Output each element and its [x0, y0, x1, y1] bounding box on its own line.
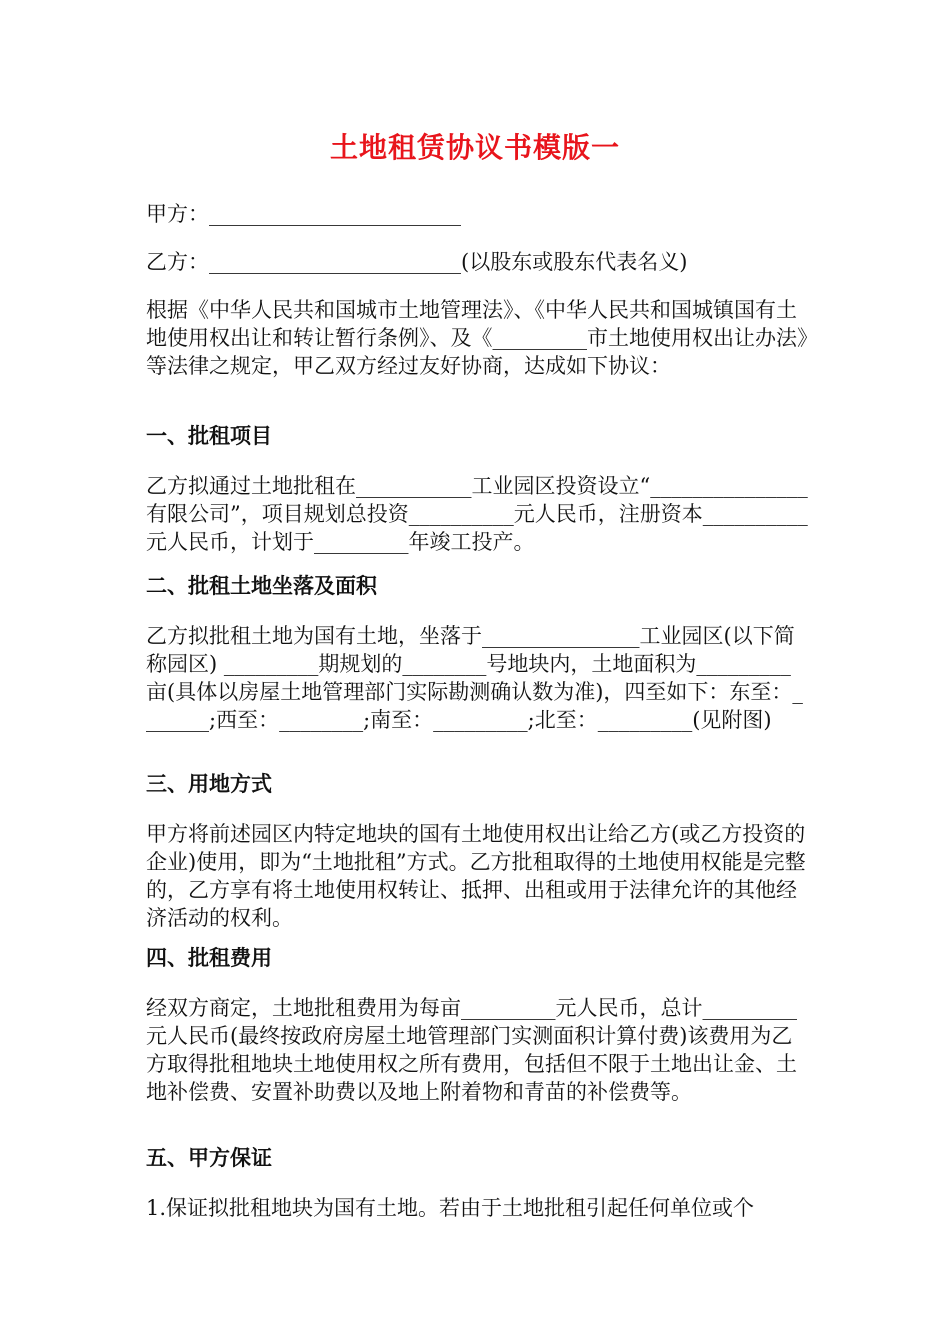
section-body-3: 甲方将前述园区内特定地块的国有土地使用权出让给乙方(或乙方投资的企业)使用，即为“土地批租”方式。乙方批租取得的土地使用权能是完整的，乙方享有将土地使用权转让、抵押、出租或用于法律允许的其他经济活动的权利。 [146, 822, 806, 930]
party-b-line: 乙方：________________________(以股东或股东代表名义) [146, 250, 688, 274]
section-body-5: 1.保证拟批租地块为国有土地。若由于土地批租引起任何单位或个 [146, 1196, 755, 1220]
document-title: 土地租赁协议书模版一 [329, 131, 620, 164]
section-heading-3: 三、用地方式 [146, 771, 272, 796]
section-body-4: 经双方商定，土地批租费用为每亩_________元人民币，总计_________元人民币(最终按政府房屋土地管理部门实测面积计算付费)该费用为乙方取得批租地块土地使用权之所有费用，包括但不限于土地出让金、土地补偿费、安置补助费以及地上附着物和青苗的补偿费等。 [146, 996, 797, 1104]
section-heading-5: 五、甲方保证 [146, 1145, 272, 1170]
section-heading-1: 一、批租项目 [146, 423, 272, 448]
section-body-2: 乙方拟批租土地为国有土地，坐落于_______________工业园区(以下简称园区) _________期规划的________号地块内，土地面积为_________亩(具体以房屋土地管理部门实际勘测确认数为准)，四至如下：东至：_______;西至：________;南至：_________;北至：_________(见附图) [146, 624, 803, 732]
section-body-1: 乙方拟通过土地批租在___________工业园区投资设立“_______________有限公司”，项目规划总投资__________元人民币，注册资本__________元人民币，计划于_________年竣工投产。 [146, 474, 808, 554]
preamble-paragraph: 根据《中华人民共和国城市土地管理法》、《中华人民共和国城镇国有土地使用权出让和转让暂行条例》、及《_________市土地使用权出让办法》等法律之规定，甲乙双方经过友好协商，达成如下协议： [146, 298, 808, 378]
party-a-line: 甲方：________________________ [146, 202, 461, 226]
section-heading-2: 二、批租土地坐落及面积 [146, 573, 377, 598]
section-heading-4: 四、批租费用 [146, 945, 272, 970]
